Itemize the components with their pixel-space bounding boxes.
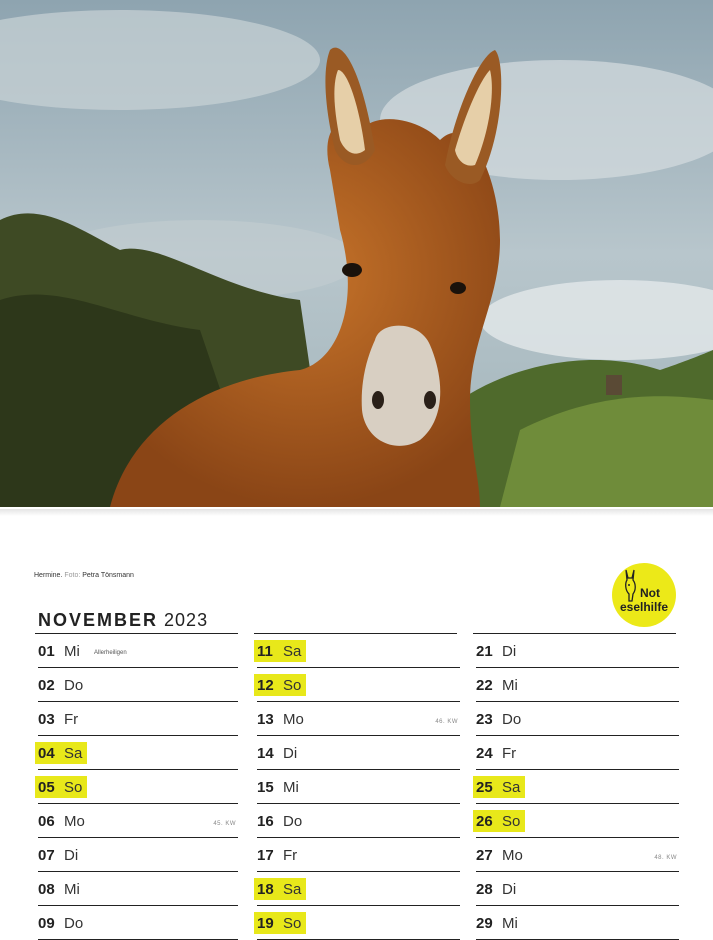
weekday: Mo xyxy=(64,813,85,830)
weekday: Sa xyxy=(283,643,302,660)
day-number: 18 xyxy=(257,881,274,898)
day-row xyxy=(38,838,238,872)
photo-caption xyxy=(34,572,134,579)
weekday: Fr xyxy=(283,847,298,864)
day-row xyxy=(38,736,238,770)
weekday: Do xyxy=(64,915,84,932)
day-number: 06 xyxy=(38,813,55,830)
day-row xyxy=(476,838,679,872)
weekday: Mo xyxy=(283,711,304,728)
day-number: 19 xyxy=(257,915,274,932)
logo-line2: eselhilfe xyxy=(620,600,669,614)
month-name: NOVEMBER xyxy=(38,610,159,630)
day-row xyxy=(257,668,460,702)
donkey-logo-icon xyxy=(620,568,642,602)
day-row xyxy=(476,736,679,770)
day-row xyxy=(476,872,679,906)
noteselhilfe-logo xyxy=(612,563,676,627)
weekday: Di xyxy=(502,643,517,660)
day-row xyxy=(257,736,460,770)
weekday: Do xyxy=(283,813,303,830)
weekday: Fr xyxy=(502,745,517,762)
day-column-3 xyxy=(476,634,679,940)
weekday: Mi xyxy=(502,915,518,932)
day-row xyxy=(38,804,238,838)
weekday: Sa xyxy=(64,745,83,762)
weekday: Mi xyxy=(64,881,80,898)
day-row xyxy=(38,634,238,668)
day-number: 21 xyxy=(476,643,493,660)
day-number: 27 xyxy=(476,847,493,864)
day-row xyxy=(257,872,460,906)
day-number: 25 xyxy=(476,779,493,796)
weekday: Mi xyxy=(502,677,518,694)
weekday: Fr xyxy=(64,711,79,728)
weekday: So xyxy=(283,677,302,694)
day-row xyxy=(476,906,679,940)
day-row xyxy=(257,634,460,668)
weekday: Mi xyxy=(283,779,299,796)
day-row xyxy=(38,906,238,940)
day-number: 24 xyxy=(476,745,493,762)
day-number: 14 xyxy=(257,745,274,762)
day-row xyxy=(257,702,460,736)
day-number: 01 xyxy=(38,643,55,660)
caption-name: Hermine. xyxy=(34,572,63,579)
weekday: So xyxy=(64,779,83,796)
day-number: 03 xyxy=(38,711,55,728)
day-row xyxy=(38,770,238,804)
day-number: 02 xyxy=(38,677,55,694)
week-number: 46. KW xyxy=(435,719,458,725)
day-number: 22 xyxy=(476,677,493,694)
day-row xyxy=(38,702,238,736)
day-number: 29 xyxy=(476,915,493,932)
day-number: 26 xyxy=(476,813,493,830)
day-number: 12 xyxy=(257,677,274,694)
month-title xyxy=(38,610,208,631)
day-row xyxy=(476,804,679,838)
day-row xyxy=(38,872,238,906)
day-row xyxy=(476,668,679,702)
weekday: Di xyxy=(283,745,298,762)
day-row xyxy=(257,906,460,940)
logo-line1: Not xyxy=(640,586,660,600)
day-number: 09 xyxy=(38,915,55,932)
day-number: 04 xyxy=(38,745,55,762)
day-row xyxy=(257,804,460,838)
day-row xyxy=(476,702,679,736)
weekday: Mi xyxy=(64,643,80,660)
weekday: Di xyxy=(64,847,79,864)
day-row xyxy=(257,770,460,804)
day-number: 17 xyxy=(257,847,274,864)
day-number: 28 xyxy=(476,881,493,898)
day-row xyxy=(257,838,460,872)
weekday: So xyxy=(502,813,521,830)
week-number: 48. KW xyxy=(654,855,677,861)
week-number: 45. KW xyxy=(213,821,236,827)
day-number: 16 xyxy=(257,813,274,830)
weekday: Sa xyxy=(502,779,521,796)
day-number: 11 xyxy=(257,643,273,660)
month-year: 2023 xyxy=(164,610,209,630)
weekday: So xyxy=(283,915,302,932)
weekday: Di xyxy=(502,881,517,898)
day-number: 07 xyxy=(38,847,55,864)
day-column-2 xyxy=(257,634,460,940)
holiday-note: Allerheiligen xyxy=(94,650,127,656)
weekday: Do xyxy=(502,711,522,728)
day-number: 05 xyxy=(38,779,55,796)
day-number: 15 xyxy=(257,779,274,796)
day-row xyxy=(476,770,679,804)
day-number: 13 xyxy=(257,711,274,728)
weekday: Do xyxy=(64,677,84,694)
weekday: Mo xyxy=(502,847,523,864)
caption-label: Foto: xyxy=(64,572,81,579)
caption-credit: Petra Tönsmann xyxy=(82,572,134,579)
photo-divider xyxy=(0,509,713,516)
day-number: 23 xyxy=(476,711,493,728)
day-row xyxy=(38,668,238,702)
day-row xyxy=(476,634,679,668)
day-column-1 xyxy=(38,634,241,940)
day-number: 08 xyxy=(38,881,55,898)
weekday: Sa xyxy=(283,881,302,898)
